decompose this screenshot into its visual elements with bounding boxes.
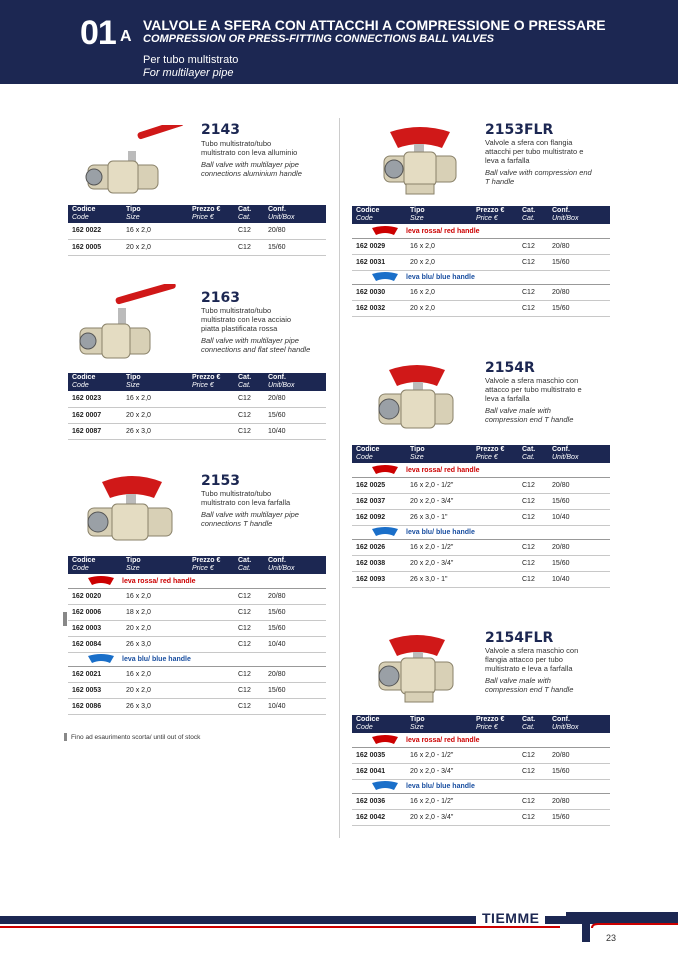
product-description: Tubo multistrato/tubo multistrato con leva acciaio piatta plastificata rossa	[201, 306, 292, 333]
handle-row-red: leva rossa/ red handle	[352, 224, 610, 238]
table-2163: Codice Code Tipo Size Prezzo € Price € Cat. Cat. Conf. Unit/Box 162 0023 16 x 2,0 C12 20/80 162 0007 20 x 2,0 C12 15/60 162 0087 26 x 3,0 C12 10/40	[68, 373, 326, 440]
handle-row-blue: leva blu/ blue handle	[352, 270, 610, 284]
table-2154flr: Codice Code Tipo Size Prezzo € Price € Cat. Cat. Conf. Unit/Box leva rossa/ red handle 162 0035 16 x 2,0 - 1/2" C12 20/80 162 0041 20 x 2,0 - 3/4" C12 15/60 leva blu/ blue handle 162 0036 16 x 2,0 - 1/2" C12 20/80 162 0042 20 x 2,0 - 3/4" C12 15/60	[352, 715, 610, 826]
section-label-en: For multilayer pipe	[143, 67, 234, 79]
table-row: 162 0084 26 x 3,0 C12 10/40	[68, 636, 326, 652]
table-row: 162 0026 16 x 2,0 - 1/2" C12 20/80	[352, 539, 610, 555]
product-photo-2143	[80, 125, 190, 200]
table-row: 162 0092 26 x 3,0 - 1" C12 10/40	[352, 509, 610, 525]
table-row: 162 0023 16 x 2,0 C12 20/80	[68, 391, 326, 407]
row-marker	[63, 612, 67, 626]
product-description: Valvole a sfera con flangia attacchi per tubo multistrato e leva a farfalla	[485, 138, 584, 165]
red-handle-icon	[370, 465, 400, 475]
product-code: 2143	[201, 122, 240, 138]
product-description: Valvole a sfera maschio con attacco per tubo multistrato e leva a farfalla	[485, 376, 582, 403]
table-row: 162 0030 16 x 2,0 C12 20/80	[352, 284, 610, 300]
table-row: 162 0022 16 x 2,0 C12 20/80	[68, 223, 326, 239]
table-row: 162 0020 16 x 2,0 C12 20/80	[68, 588, 326, 604]
chapter-letter: A	[120, 28, 132, 45]
section-label: Per tubo multistrato	[143, 54, 239, 66]
product-code: 2153FLR	[485, 122, 554, 138]
product-photo-2153flr	[380, 122, 460, 202]
table-row: 162 0006 18 x 2,0 C12 15/60	[68, 604, 326, 620]
product-description: Valvole a sfera maschio con flangia attacco per tubo multistrato e leva a farfalla	[485, 646, 579, 673]
stock-note: Fino ad esaurimento scorta/ until out of stock	[71, 734, 201, 741]
table-row: 162 0038 20 x 2,0 - 3/4" C12 15/60	[352, 555, 610, 571]
table-row: 162 0021 16 x 2,0 C12 20/80	[68, 666, 326, 682]
blue-handle-icon	[370, 272, 400, 282]
note-marker	[64, 733, 67, 741]
red-handle-icon	[370, 735, 400, 745]
table-row: 162 0042 20 x 2,0 - 3/4" C12 15/60	[352, 809, 610, 825]
page-header	[0, 0, 678, 84]
table-2153: Codice Code Tipo Size Prezzo € Price € Cat. Cat. Conf. Unit/Box leva rossa/ red handle 162 0020 16 x 2,0 C12 20/80 162 0006 18 x 2,0 C12 15/60 162 0003 20 x 2,0 C12 15/60 162 0084 26 x 3,0 C12 10/40 leva blu/ blue handle 162 0021 16 x 2,0 C12 20/80 162 0053 20 x 2,0 C12 15/60 162 0086 26 x 3,0 C12 10/40	[68, 556, 326, 715]
page-title: VALVOLE A SFERA CON ATTACCHI A COMPRESSIONE O PRESSARE	[143, 17, 606, 33]
product-photo-2163	[76, 284, 186, 369]
product-photo-2154r	[375, 360, 455, 440]
product-code: 2154FLR	[485, 630, 554, 646]
chapter-number: 01	[80, 14, 116, 52]
footer-swoosh	[566, 912, 678, 946]
handle-row-red: leva rossa/ red handle	[352, 463, 610, 477]
table-row: 162 0032 20 x 2,0 C12 15/60	[352, 300, 610, 316]
table-row: 162 0053 20 x 2,0 C12 15/60	[68, 682, 326, 698]
table-row: 162 0005 20 x 2,0 C12 15/60	[68, 239, 326, 255]
product-description: Tubo multistrato/tubo multistrato con leva alluminio	[201, 139, 298, 157]
table-2143: Codice Code Tipo Size Prezzo € Price € Cat. Cat. Conf. Unit/Box 162 0022 16 x 2,0 C12 20/80 162 0005 20 x 2,0 C12 15/60	[68, 205, 326, 256]
product-description: Tubo multistrato/tubo multistrato con leva farfalla	[201, 489, 291, 507]
table-row: 162 0036 16 x 2,0 - 1/2" C12 20/80	[352, 793, 610, 809]
blue-handle-icon	[86, 654, 116, 664]
product-code: 2153	[201, 473, 240, 489]
handle-row-blue: leva blu/ blue handle	[352, 525, 610, 539]
footer-accent-line	[0, 926, 560, 928]
blue-handle-icon	[370, 781, 400, 791]
table-row: 162 0007 20 x 2,0 C12 15/60	[68, 407, 326, 423]
table-row: 162 0003 20 x 2,0 C12 15/60	[68, 620, 326, 636]
handle-row-red: leva rossa/ red handle	[68, 574, 326, 588]
product-description-en: Ball valve with multilayer pipe connections and flat steel handle	[201, 336, 311, 354]
handle-row-red: leva rossa/ red handle	[352, 733, 610, 747]
handle-row-blue: leva blu/ blue handle	[352, 779, 610, 793]
table-row: 162 0035 16 x 2,0 - 1/2" C12 20/80	[352, 747, 610, 763]
product-code: 2163	[201, 290, 240, 306]
table-2154r: Codice Code Tipo Size Prezzo € Price € Cat. Cat. Conf. Unit/Box leva rossa/ red handle 162 0025 16 x 2,0 - 1/2" C12 20/80 162 0037 20 x 2,0 - 3/4" C12 15/60 162 0092 26 x 3,0 - 1" C12 10/40 leva blu/ blue handle 162 0026 16 x 2,0 - 1/2" C12 20/80 162 0038 20 x 2,0 - 3/4" C12 15/60 162 0093 26 x 3,0 - 1" C12 10/40	[352, 445, 610, 588]
product-photo-2154flr	[375, 630, 455, 710]
table-row: 162 0041 20 x 2,0 - 3/4" C12 15/60	[352, 763, 610, 779]
column-divider	[339, 118, 340, 838]
product-description-en: Ball valve male with compression end T handle	[485, 406, 574, 424]
table-row: 162 0031 20 x 2,0 C12 15/60	[352, 254, 610, 270]
page-subtitle: COMPRESSION OR PRESS-FITTING CONNECTIONS BALL VALVES	[143, 33, 495, 45]
red-handle-icon	[370, 226, 400, 236]
red-handle-icon	[86, 576, 116, 586]
product-code: 2154R	[485, 360, 535, 376]
table-row: 162 0037 20 x 2,0 - 3/4" C12 15/60	[352, 493, 610, 509]
product-description-en: Ball valve male with compression end T handle	[485, 676, 574, 694]
product-description-en: Ball valve with multilayer pipe connections T handle	[201, 510, 299, 528]
table-row: 162 0093 26 x 3,0 - 1" C12 10/40	[352, 571, 610, 587]
table-2153flr: Codice Code Tipo Size Prezzo € Price € Cat. Cat. Conf. Unit/Box leva rossa/ red handle 162 0029 16 x 2,0 C12 20/80 162 0031 20 x 2,0 C12 15/60 leva blu/ blue handle 162 0030 16 x 2,0 C12 20/80 162 0032 20 x 2,0 C12 15/60	[352, 206, 610, 317]
product-description-en: Ball valve with compression end T handle	[485, 168, 592, 186]
product-description-en: Ball valve with multilayer pipe connections aluminium handle	[201, 160, 302, 178]
table-row: 162 0029 16 x 2,0 C12 20/80	[352, 238, 610, 254]
product-photo-2153	[82, 468, 182, 548]
handle-row-blue: leva blu/ blue handle	[68, 652, 326, 666]
brand-logo: TIEMME	[476, 910, 545, 926]
page-number: 23	[606, 933, 617, 943]
table-row: 162 0087 26 x 3,0 C12 10/40	[68, 423, 326, 439]
blue-handle-icon	[370, 527, 400, 537]
table-row: 162 0025 16 x 2,0 - 1/2" C12 20/80	[352, 477, 610, 493]
table-row: 162 0086 26 x 3,0 C12 10/40	[68, 698, 326, 714]
